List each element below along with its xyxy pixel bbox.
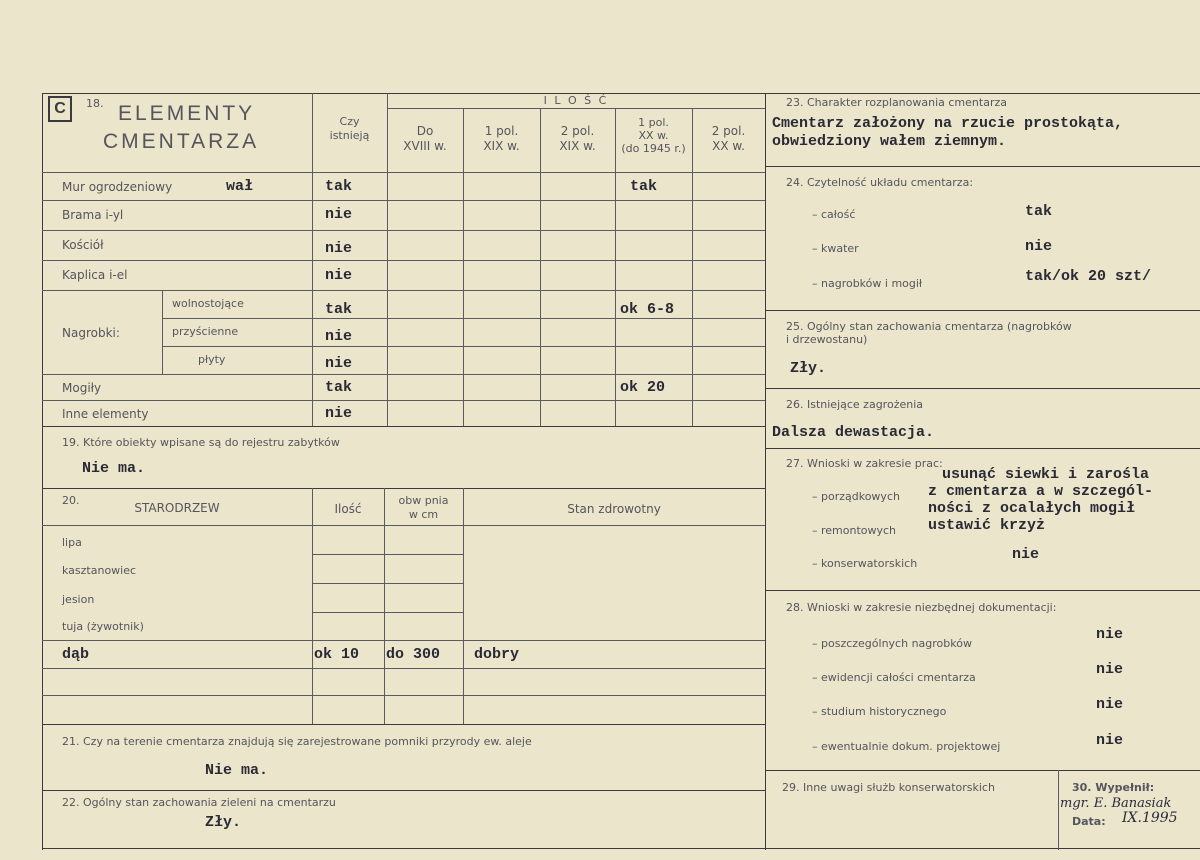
row-gate-label: Brama i-yl — [62, 208, 124, 222]
row-wall-c4: tak — [630, 178, 658, 195]
s27-konserwatorskich-value: nie — [1012, 546, 1040, 563]
s20-row-lipa: lipa — [62, 536, 82, 549]
row-wall-label: Mur ogrodzeniowy — [62, 180, 173, 194]
row-graves-free-exists: tak — [325, 301, 353, 318]
s30-label: 30. Wypełnił: — [1072, 781, 1155, 794]
row-mounds-exists: tak — [325, 379, 353, 396]
s27-remontowych-label: – remontowych — [812, 524, 897, 537]
s20-row-jesion: jesion — [62, 593, 95, 606]
s20-dab-stan: dobry — [474, 646, 520, 663]
row-graves-label: Nagrobki: — [62, 326, 120, 340]
s22-value: Zły. — [205, 814, 242, 831]
s23-value-line2: obwiedziony wałem ziemnym. — [772, 133, 1007, 150]
s18-title-line2: CMENTARZA — [103, 130, 260, 153]
s20-row-dab: dąb — [62, 646, 90, 663]
s20-dab-obw: do 300 — [386, 646, 441, 663]
s27-text-line4: ustawić krzyż — [928, 517, 1046, 534]
row-chapel-label: Kaplica i-el — [62, 268, 128, 282]
col4-l2: XX w. — [638, 129, 669, 142]
s24-label: 24. Czytelność układu cmentarza: — [786, 176, 974, 189]
s19-value: Nie ma. — [82, 460, 146, 477]
s18-title-line1: ELEMENTY — [118, 102, 256, 125]
row-graves-slab-label: płyty — [198, 353, 226, 366]
row-church-exists: nie — [325, 240, 353, 257]
s27-text-line3: ności z ocalałych mogił — [928, 500, 1136, 517]
s21-value: Nie ma. — [205, 762, 269, 779]
s24-quarters-value: nie — [1025, 238, 1053, 255]
col3-l2: XIX w. — [559, 139, 596, 153]
row-other-label: Inne elementy — [62, 407, 149, 421]
s24-quarters-label: – kwater — [812, 242, 859, 255]
s20-dab-ilosc: ok 10 — [314, 646, 360, 663]
s20-col-obw1: obw pnia — [398, 494, 449, 507]
s27-text-line1: usunąć siewki i zarośla — [942, 466, 1150, 483]
section-letter: C — [54, 100, 66, 117]
col5-l1: 2 pol. — [711, 124, 746, 138]
s27-label: 27. Wnioski w zakresie prac: — [786, 457, 943, 470]
s20-col-obw2: w cm — [408, 508, 439, 521]
col1-l2: XVIII w. — [403, 139, 447, 153]
s28-item1-value: nie — [1096, 626, 1124, 643]
row-other-exists: nie — [325, 405, 353, 422]
col3-l1: 2 pol. — [560, 124, 595, 138]
s20-row-tuja: tuja (żywotnik) — [62, 620, 144, 633]
s26-label: 26. Istniejące zagrożenia — [786, 398, 924, 411]
s27-text-line2: z cmentarza a w szczegól- — [928, 483, 1154, 500]
row-mounds-c4: ok 20 — [620, 379, 666, 396]
s28-item4-value: nie — [1096, 732, 1124, 749]
s24-whole-label: – całość — [812, 208, 856, 221]
s25-value: Zły. — [790, 360, 827, 377]
s20-number: 20. — [62, 494, 80, 507]
row-wall-exists: tak — [325, 178, 353, 195]
s28-item1-label: – poszczególnych nagrobków — [812, 637, 972, 650]
row-gate-exists: nie — [325, 206, 353, 223]
row-church-label: Kościół — [62, 238, 104, 252]
s18-number: 18. — [86, 97, 104, 110]
col1-l1: Do — [416, 124, 434, 138]
s28-item2-label: – ewidencji całości cmentarza — [812, 671, 976, 684]
s21-label: 21. Czy na terenie cmentarza znajdują się zarejestrowane pomniki przyrody ew. aleje — [62, 735, 532, 748]
s25-label-line1: 25. Ogólny stan zachowania cmentarza (nagrobków — [786, 320, 1072, 333]
s30-date-label: Data: — [1072, 815, 1106, 828]
s24-whole-value: tak — [1025, 203, 1053, 220]
s27-porzadkowych-label: – porządkowych — [812, 490, 900, 503]
row-chapel-exists: nie — [325, 267, 353, 284]
s30-signature: mgr. E. Banasiak — [1060, 796, 1172, 811]
col4-l3: (do 1945 r.) — [621, 142, 686, 155]
col2-l1: 1 pol. — [484, 124, 519, 138]
s24-graves-label: – nagrobków i mogił — [812, 277, 923, 290]
s28-item3-label: – studium historycznego — [812, 705, 947, 718]
col5-l2: XX w. — [712, 139, 745, 153]
row-mounds-label: Mogiły — [62, 381, 102, 395]
s20-col-ilosc: Ilość — [334, 502, 362, 516]
s29-label: 29. Inne uwagi służb konserwatorskich — [782, 781, 995, 794]
s20-col-stan: Stan zdrowotny — [567, 502, 661, 516]
col-ilosc-header: I L O Ś Ć — [543, 94, 609, 107]
row-graves-free-c4: ok 6-8 — [620, 301, 675, 318]
s27-konserwatorskich-label: – konserwatorskich — [812, 557, 918, 570]
s28-item4-label: – ewentualnie dokum. projektowej — [812, 740, 1001, 753]
s20-row-kasztanowiec: kasztanowiec — [62, 564, 137, 577]
s23-value-line1: Cmentarz założony na rzucie prostokąta, — [772, 115, 1124, 132]
row-graves-wall-exists: nie — [325, 328, 353, 345]
col2-l2: XIX w. — [483, 139, 520, 153]
s28-item3-value: nie — [1096, 696, 1124, 713]
row-wall-extra: wał — [226, 178, 254, 195]
s20-title: STARODRZEW — [134, 501, 220, 515]
s19-label: 19. Które obiekty wpisane są do rejestru zabytków — [62, 436, 340, 449]
s26-value: Dalsza dewastacja. — [772, 424, 935, 441]
row-graves-free-label: wolnostojące — [172, 297, 244, 310]
s25-label-line2: i drzewostanu) — [786, 333, 868, 346]
s22-label: 22. Ogólny stan zachowania zieleni na cmentarzu — [62, 796, 336, 809]
s28-item2-value: nie — [1096, 661, 1124, 678]
row-graves-slab-exists: nie — [325, 355, 353, 372]
s30-date-value: IX.1995 — [1122, 810, 1178, 826]
col4-l1: 1 pol. — [638, 116, 669, 129]
col-exists-line1: Czy — [339, 115, 360, 128]
col-exists-line2: istnieją — [329, 129, 370, 142]
s23-label: 23. Charakter rozplanowania cmentarza — [786, 96, 1007, 109]
section-letter-box — [48, 96, 72, 122]
s28-label: 28. Wnioski w zakresie niezbędnej dokumentacji: — [786, 601, 1057, 614]
row-graves-wall-label: przyścienne — [172, 325, 239, 338]
s24-graves-value: tak/ok 20 szt/ — [1025, 268, 1152, 285]
